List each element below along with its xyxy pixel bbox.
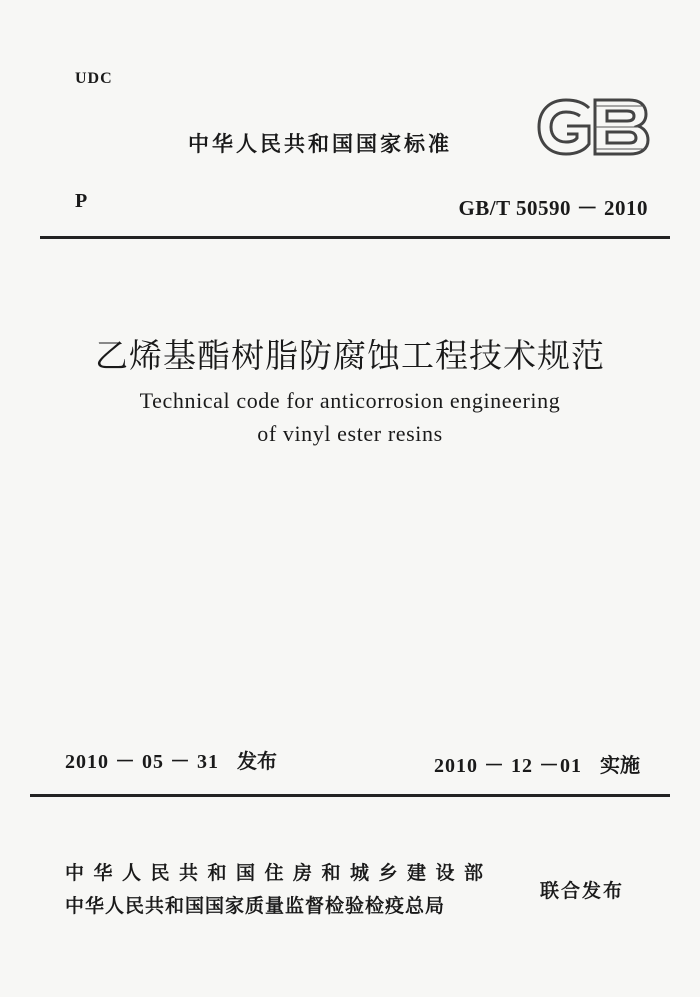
issue-info (65, 745, 277, 774)
standard-type: 中华人民共和国国家标准 (188, 132, 452, 156)
footer-divider (30, 794, 670, 797)
header-divider (40, 236, 670, 239)
standard-number: GB/T 50590 － 2010 (458, 196, 648, 220)
title-english-line2: of vinyl ester resins (257, 421, 443, 446)
udc-label: UDC (75, 70, 113, 87)
implementation-label: 实施 (600, 753, 640, 777)
joint-issue-label: 联合发布 (540, 880, 625, 902)
title-chinese: 乙烯基酯树脂防腐蚀工程技术规范 (95, 336, 605, 375)
implementation-date: 2010 － 12 －01 (434, 755, 582, 777)
category-code: P (75, 190, 88, 212)
issue-date: 2010 － 05 － 31 (65, 751, 219, 773)
publisher-ministry: 中华人民共和国住房和城乡建设部 (65, 862, 493, 884)
issue-label: 发布 (237, 749, 277, 773)
gb-logo-icon (533, 94, 653, 160)
publisher-aqsiq: 中华人民共和国国家质量监督检验检疫总局 (65, 895, 446, 917)
implementation-info (434, 749, 640, 778)
title-english-line1: Technical code for anticorrosion engineering (139, 388, 561, 413)
